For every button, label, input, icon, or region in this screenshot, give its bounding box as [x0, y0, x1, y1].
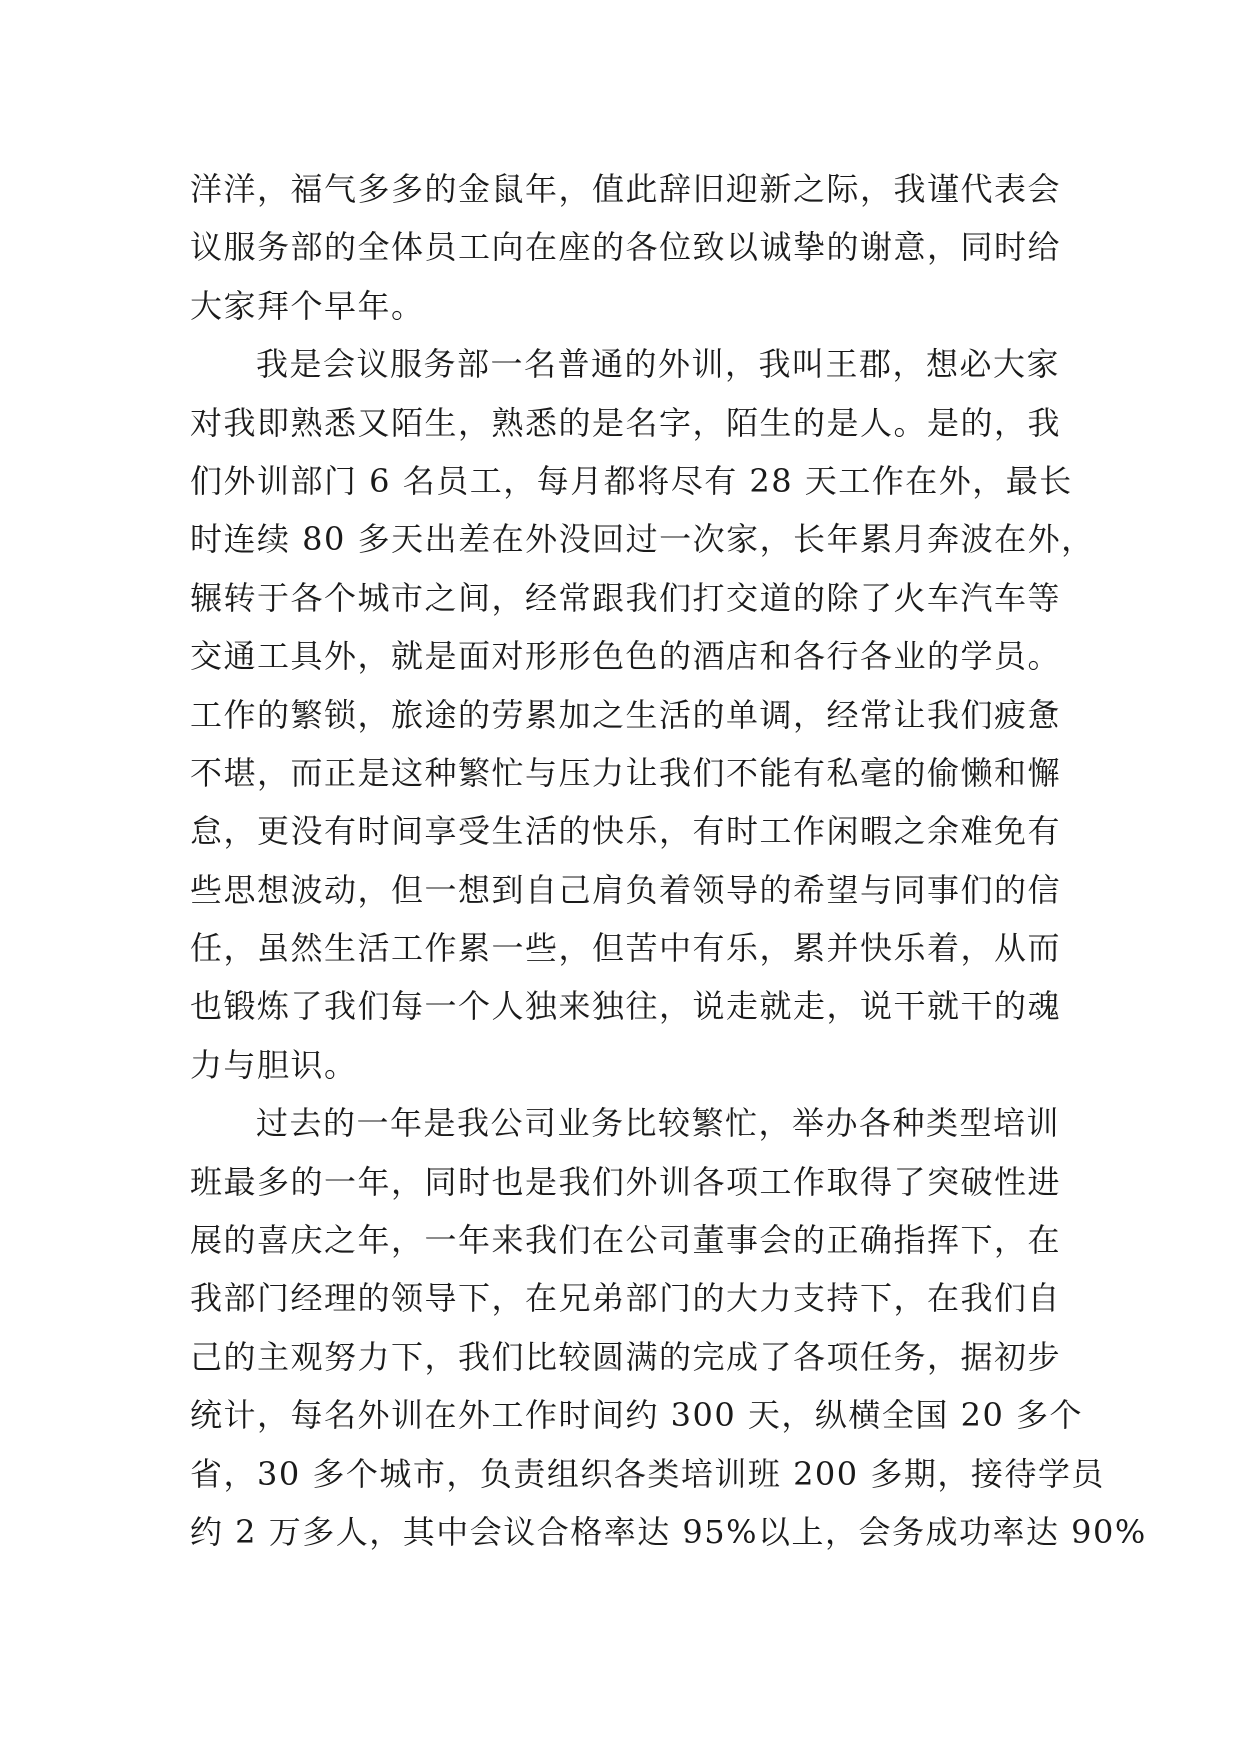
paragraph-3-line-6: 统计，每名外训在外工作时间约 300 天，纵横全国 20 多个 [190, 1396, 1083, 1435]
paragraph-3-line-4: 我部门经理的领导下，在兄弟部门的大力支持下，在我们自 [190, 1279, 1062, 1318]
document-body [190, 160, 1147, 1561]
paragraph-2-line-1: 我是会议服务部一名普通的外训，我叫王郡，想必大家 [256, 345, 1061, 384]
paragraph-2-line-10: 些思想波动，但一想到自己肩负着领导的希望与同事们的信 [190, 870, 1062, 909]
paragraph-2-line-8: 不堪，而正是这种繁忙与压力让我们不能有私毫的偷懒和懈 [190, 753, 1062, 792]
paragraph-3-line-7: 省，30 多个城市，负责组织各类培训班 200 多期，接待学员 [190, 1454, 1105, 1493]
paragraph-1-line-1: 洋洋，福气多多的金鼠年，值此辞旧迎新之际，我谨代表会 [190, 170, 1062, 208]
paragraph-2-line-5: 辗转于各个城市之间，经常跟我们打交道的除了火车汽车等 [190, 578, 1062, 617]
paragraph-2-line-4: 时连续 80 多天出差在外没回过一次家，长年累月奔波在外， [190, 520, 1095, 559]
paragraph-1-line-2: 议服务部的全体员工向在座的各位致以诚挚的谢意，同时给 [190, 228, 1062, 267]
paragraph-3-line-2: 班最多的一年，同时也是我们外训各项工作取得了突破性进 [190, 1162, 1062, 1201]
paragraph-1-line-3: 大家拜个早年。 [190, 286, 425, 325]
paragraph-2-line-13: 力与胆识。 [190, 1045, 358, 1084]
paragraph-2-line-3: 们外训部门 6 名员工，每月都将尽有 28 天工作在外，最长 [190, 461, 1073, 500]
paragraph-2-line-6: 交通工具外，就是面对形形色色的酒店和各行各业的学员。 [190, 637, 1062, 676]
paragraph-3-line-1: 过去的一年是我公司业务比较繁忙，举办各种类型培训 [256, 1104, 1061, 1143]
paragraph-3-line-3: 展的喜庆之年，一年来我们在公司董事会的正确指挥下，在 [190, 1221, 1062, 1260]
paragraph-2-line-11: 任，虽然生活工作累一些，但苦中有乐，累并快乐着，从而 [190, 929, 1062, 968]
paragraph-2-line-9: 怠，更没有时间享受生活的快乐，有时工作闲暇之余难免有 [190, 812, 1062, 851]
paragraph-2-line-2: 对我即熟悉又陌生，熟悉的是名字，陌生的是人。是的，我 [190, 403, 1062, 442]
paragraph-2-line-7: 工作的繁锁，旅途的劳累加之生活的单调，经常让我们疲惫 [190, 695, 1062, 734]
paragraph-2-line-12: 也锻炼了我们每一个人独来独往，说走就走，说干就干的魂 [190, 987, 1062, 1026]
paragraph-3-line-8: 约 2 万多人，其中会议合格率达 95%以上，会务成功率达 90% [190, 1512, 1147, 1551]
paragraph-3-line-5: 己的主观努力下，我们比较圆满的完成了各项任务，据初步 [190, 1337, 1062, 1376]
